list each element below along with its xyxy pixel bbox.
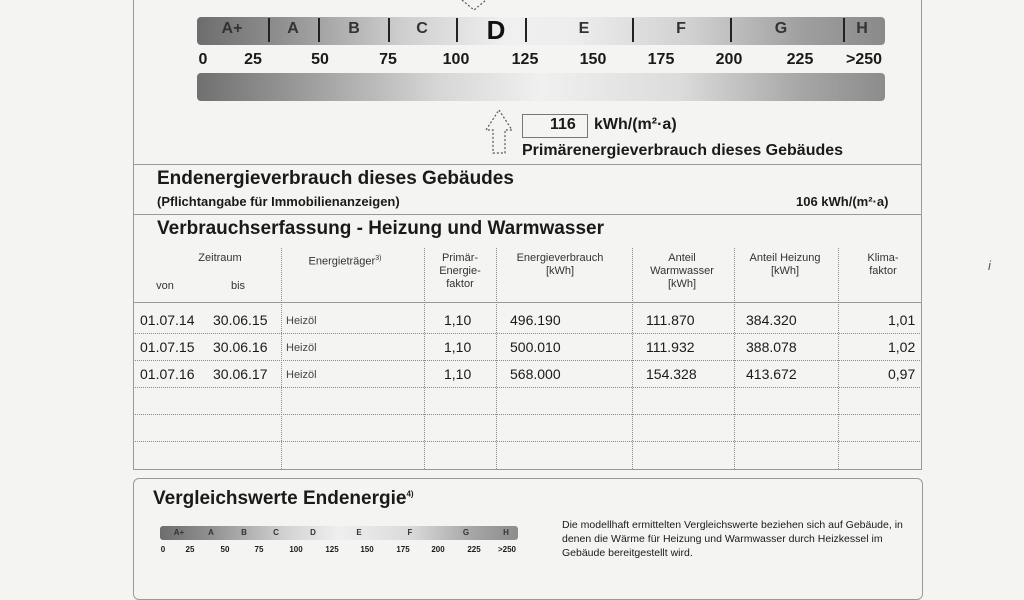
table-cell-from: 01.07.15: [140, 339, 195, 355]
scale-separator: [525, 18, 527, 42]
scale-class-label: E: [578, 20, 590, 37]
mini-scale-class-label: A+: [173, 528, 185, 537]
carrier-header-note: 3): [375, 255, 382, 262]
comparison-title-note: 4): [406, 489, 414, 499]
col-header-from: von: [156, 280, 174, 292]
final-energy-title: Endenergieverbrauch dieses Gebäudes: [157, 168, 514, 189]
scale-separator: [268, 18, 270, 42]
scale-tick: >250: [845, 51, 883, 68]
scale-tick: 175: [647, 51, 675, 68]
scale-class-label: G: [774, 20, 788, 37]
col-header-to: bis: [230, 280, 246, 292]
primary-energy-value: 116: [550, 116, 576, 133]
mini-scale-class-label: D: [310, 528, 316, 537]
table-cell-hot-water: 111.870: [646, 312, 695, 328]
table-cell-climate: 0,97: [888, 366, 916, 382]
col-header-hot-water: Anteil Warmwasser [kWh]: [650, 252, 714, 290]
scale-tick: 125: [511, 51, 539, 68]
final-energy-subtitle: (Pflichtangabe für Immobilienanzeigen): [157, 194, 400, 209]
page-right-border: [921, 0, 922, 470]
mini-scale-class-label: A: [208, 528, 214, 537]
table-col-divider: [281, 248, 282, 469]
scale-class-label: B: [348, 20, 360, 37]
mini-scale-tick: 100: [289, 545, 303, 554]
table-cell-hot-water: 111.932: [646, 339, 695, 355]
mini-scale-tick: 0: [160, 545, 166, 554]
table-cell-factor: 1,10: [444, 312, 472, 328]
table-col-divider: [496, 248, 497, 469]
mini-scale-tick: 50: [220, 545, 230, 554]
primary-energy-caption: Primärenergieverbrauch dieses Gebäudes: [522, 142, 844, 159]
table-row-divider: [133, 333, 922, 334]
table-cell-to: 30.06.15: [213, 312, 268, 328]
scale-tick: 75: [379, 51, 397, 68]
col-header-primary-factor: Primär- Energie- faktor: [439, 252, 481, 290]
comparison-title-text: Vergleichswerte Endenergie: [153, 488, 407, 509]
scale-class-label: C: [416, 20, 428, 37]
mini-scale-class-label: E: [356, 528, 362, 537]
table-cell-energy: 496.190: [510, 312, 561, 328]
scale-class-label: F: [676, 20, 686, 37]
mini-scale-class-label: F: [407, 528, 413, 537]
scale-tick: 50: [311, 51, 329, 68]
consumption-title: Verbrauchserfassung - Heizung und Warmwasser: [157, 218, 604, 239]
table-cell-to: 30.06.17: [213, 366, 268, 382]
final-energy-value: 106 kWh/(m²·a): [796, 194, 889, 209]
scale-separator: [318, 18, 320, 42]
scale-class-label: H: [856, 20, 868, 37]
scale-separator: [843, 18, 845, 42]
scale-class-label: A: [287, 20, 299, 37]
scale-separator: [456, 18, 458, 42]
table-cell-factor: 1,10: [444, 339, 472, 355]
table-row-divider: [133, 441, 922, 442]
page-left-border: [133, 0, 134, 470]
table-cell-factor: 1,10: [444, 366, 472, 382]
table-col-divider: [424, 248, 425, 469]
table-cell-energy: 500.010: [510, 339, 561, 355]
mini-scale-class-label: H: [503, 528, 509, 537]
table-cell-to: 30.06.16: [213, 339, 268, 355]
mini-scale-tick: 200: [431, 545, 445, 554]
col-header-carrier: [290, 252, 400, 269]
table-row-divider: [133, 387, 922, 388]
mini-scale-tick: 125: [325, 545, 339, 554]
scale-tick: 100: [442, 51, 470, 68]
scale-class-label: A+: [221, 20, 243, 37]
mini-scale-class-label: B: [241, 528, 247, 537]
scale-tick: 225: [786, 51, 814, 68]
table-row-divider: [133, 360, 922, 361]
col-header-climate: Klima- faktor: [867, 252, 899, 277]
mini-scale-tick: 25: [185, 545, 195, 554]
table-cell-from: 01.07.14: [140, 312, 195, 328]
scale-tick: 200: [715, 51, 743, 68]
table-cell-carrier: Heizöl: [286, 369, 317, 381]
mini-scale-tick: >250: [497, 545, 517, 554]
mini-scale-tick: 150: [360, 545, 374, 554]
table-header-divider: [133, 302, 922, 303]
table-cell-carrier: Heizöl: [286, 315, 317, 327]
mini-scale-tick: 225: [467, 545, 481, 554]
comparison-title: [153, 488, 414, 510]
table-row-divider: [133, 414, 922, 415]
col-header-period: Zeitraum: [198, 252, 242, 264]
energy-gradient-bar: [197, 73, 885, 101]
mini-scale-class-label: C: [273, 528, 279, 537]
mini-scale-class-label: G: [462, 528, 470, 537]
side-mark: i: [988, 258, 991, 273]
scale-separator: [388, 18, 390, 42]
table-cell-climate: 1,02: [888, 339, 916, 355]
table-cell-climate: 1,01: [888, 312, 916, 328]
scale-tick: 150: [579, 51, 607, 68]
col-header-energy: Energieverbrauch [kWh]: [516, 252, 604, 277]
table-col-divider: [734, 248, 735, 469]
table-cell-heating: 388.078: [746, 339, 797, 355]
scale-separator: [730, 18, 732, 42]
scale-class-label-current: D: [486, 15, 506, 45]
carrier-header-label: Energieträger: [308, 255, 376, 268]
mini-scale-tick: 75: [254, 545, 264, 554]
scale-tick: 0: [198, 51, 208, 68]
scale-separator: [632, 18, 634, 42]
comparison-text: Die modellhaft ermittelten Vergleichswerte beziehen sich auf Gebäude, in denen die Wärme für Heizung und Warmwasser durch Heizkessel im Gebäude bereitgestellt wird.: [562, 519, 903, 559]
table-cell-heating: 384.320: [746, 312, 797, 328]
table-cell-carrier: Heizöl: [286, 342, 317, 354]
scale-tick: 25: [244, 51, 262, 68]
mini-scale-tick: 175: [396, 545, 410, 554]
primary-energy-unit: kWh/(m²·a): [594, 116, 677, 133]
col-header-heating: Anteil Heizung [kWh]: [749, 252, 821, 277]
table-col-divider: [632, 248, 633, 469]
table-cell-hot-water: 154.328: [646, 366, 697, 382]
page-bottom-border: [133, 469, 922, 470]
table-col-divider: [838, 248, 839, 469]
top-arrow-icon: [460, 0, 490, 12]
section-divider: [133, 164, 922, 165]
table-cell-heating: 413.672: [746, 366, 797, 382]
table-cell-energy: 568.000: [510, 366, 561, 382]
table-cell-from: 01.07.16: [140, 366, 195, 382]
section-divider: [133, 214, 922, 215]
up-arrow-icon: [484, 108, 514, 156]
